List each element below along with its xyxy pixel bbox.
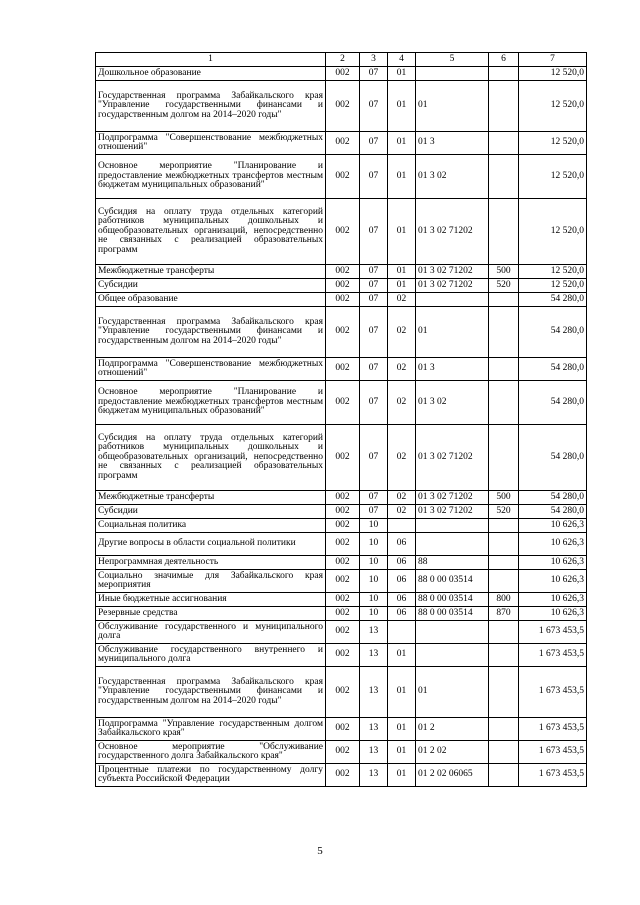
row-value-cell: 88 0 00 03514 [416,570,489,593]
row-value-cell: 002 [326,570,360,593]
row-value-cell: 01 [388,764,416,787]
row-value-cell: 10 626,3 [519,519,587,533]
row-value-cell: 002 [326,533,360,556]
table-row [96,67,587,81]
row-name-cell: Другие вопросы в области социальной политики [96,533,326,556]
row-value-cell: 07 [360,293,388,307]
row-value-cell: 12 520,0 [519,199,587,265]
row-value-cell: 01 [388,81,416,132]
row-value-cell: 10 [360,570,388,593]
row-value-cell: 002 [326,265,360,279]
row-name-cell: Основное мероприятие "Планирование и предоставление межбюджетных трансфертов местным бюджетам муниципальных образований" [96,155,326,199]
row-value-cell: 07 [360,381,388,425]
row-value-cell: 13 [360,718,388,741]
row-name-cell: Межбюджетные трансферты [96,265,326,279]
row-value-cell: 10 [360,556,388,570]
row-value-cell [489,621,519,644]
table-row [96,155,587,199]
row-value-cell: 01 3 02 71202 [416,425,489,491]
row-name-cell: Дошкольное образование [96,67,326,81]
row-value-cell: 870 [489,607,519,621]
row-value-cell: 54 280,0 [519,425,587,491]
row-value-cell: 10 [360,593,388,607]
row-value-cell [489,533,519,556]
row-value-cell: 07 [360,425,388,491]
row-value-cell: 01 [388,67,416,81]
row-value-cell: 002 [326,293,360,307]
row-value-cell: 800 [489,593,519,607]
row-value-cell [489,570,519,593]
row-value-cell: 01 3 02 [416,381,489,425]
row-value-cell: 12 520,0 [519,155,587,199]
row-value-cell: 500 [489,265,519,279]
header-row [96,53,587,67]
row-value-cell: 002 [326,764,360,787]
row-name-cell: Подпрограмма "Совершенствование межбюджетных отношений" [96,132,326,155]
header-cell: 6 [489,53,519,67]
row-value-cell: 01 [388,199,416,265]
table-row [96,307,587,358]
row-value-cell [489,293,519,307]
table-row [96,667,587,718]
row-value-cell: 01 3 02 71202 [416,279,489,293]
row-name-cell: Резервные средства [96,607,326,621]
row-value-cell [489,132,519,155]
row-value-cell: 02 [388,425,416,491]
row-value-cell: 1 673 453,5 [519,764,587,787]
row-value-cell [489,718,519,741]
row-value-cell: 54 280,0 [519,358,587,381]
row-value-cell: 02 [388,505,416,519]
table-row [96,132,587,155]
row-value-cell [489,425,519,491]
row-value-cell: 01 3 [416,358,489,381]
row-value-cell: 002 [326,593,360,607]
row-value-cell: 01 [416,81,489,132]
row-value-cell: 002 [326,505,360,519]
row-name-cell: Непрограммная деятельность [96,556,326,570]
row-value-cell [489,358,519,381]
row-value-cell: 54 280,0 [519,505,587,519]
row-name-cell: Процентные платежи по государственному долгу субъекта Российской Федерации [96,764,326,787]
row-value-cell [416,519,489,533]
row-value-cell: 002 [326,381,360,425]
row-value-cell: 07 [360,358,388,381]
row-value-cell: 88 0 00 03514 [416,607,489,621]
row-value-cell: 002 [326,644,360,667]
row-name-cell: Подпрограмма "Управление государственным долгом Забайкальского края" [96,718,326,741]
row-name-cell: Субсидия на оплату труда отдельных категорий работников муниципальных дошкольных и общеобразовательных организаций, непосредственно не связанных с реализацией образовательных программ [96,425,326,491]
row-value-cell: 002 [326,307,360,358]
row-name-cell: Обслуживание государственного внутреннего и муниципального долга [96,644,326,667]
row-value-cell [416,621,489,644]
row-name-cell: Межбюджетные трансферты [96,491,326,505]
row-value-cell: 02 [388,293,416,307]
row-value-cell: 02 [388,381,416,425]
row-value-cell: 54 280,0 [519,491,587,505]
row-value-cell: 10 626,3 [519,533,587,556]
row-value-cell: 06 [388,533,416,556]
row-value-cell: 10 [360,519,388,533]
row-value-cell: 13 [360,667,388,718]
row-value-cell: 002 [326,491,360,505]
row-value-cell: 12 520,0 [519,279,587,293]
row-value-cell: 002 [326,155,360,199]
row-value-cell: 500 [489,491,519,505]
row-value-cell: 1 673 453,5 [519,741,587,764]
row-value-cell: 520 [489,505,519,519]
table-row [96,718,587,741]
row-name-cell: Субсидии [96,279,326,293]
table-row [96,381,587,425]
row-value-cell: 01 [388,279,416,293]
row-value-cell: 01 [388,718,416,741]
table-row [96,644,587,667]
row-value-cell: 07 [360,199,388,265]
header-cell: 4 [388,53,416,67]
row-value-cell: 12 520,0 [519,81,587,132]
header-cell: 2 [326,53,360,67]
table-row [96,741,587,764]
row-name-cell: Социальная политика [96,519,326,533]
row-value-cell: 88 [416,556,489,570]
table-row [96,533,587,556]
row-value-cell [416,644,489,667]
row-name-cell: Субсидия на оплату труда отдельных категорий работников муниципальных дошкольных и общеобразовательных организаций, непосредственно не связанных с реализацией образовательных программ [96,199,326,265]
table-row [96,570,587,593]
row-value-cell: 1 673 453,5 [519,718,587,741]
row-name-cell: Иные бюджетные ассигнования [96,593,326,607]
row-value-cell [489,81,519,132]
row-value-cell: 01 3 02 [416,155,489,199]
row-value-cell: 07 [360,155,388,199]
row-value-cell: 12 520,0 [519,67,587,81]
budget-table [95,52,587,787]
table-row [96,607,587,621]
table-row [96,621,587,644]
row-value-cell: 07 [360,265,388,279]
table-row [96,764,587,787]
row-name-cell: Государственная программа Забайкальского края "Управление государственными финансами и государственным долгом на 2014–2020 годы" [96,307,326,358]
row-value-cell: 01 2 [416,718,489,741]
row-value-cell: 10 626,3 [519,570,587,593]
row-value-cell: 520 [489,279,519,293]
row-value-cell: 01 2 02 06065 [416,764,489,787]
row-value-cell [388,621,416,644]
row-value-cell: 06 [388,556,416,570]
row-name-cell: Государственная программа Забайкальского края "Управление государственными финансами и государственным долгом на 2014–2020 годы" [96,667,326,718]
row-value-cell: 002 [326,81,360,132]
row-value-cell [489,199,519,265]
row-value-cell: 002 [326,199,360,265]
row-value-cell: 88 0 00 03514 [416,593,489,607]
row-value-cell: 13 [360,764,388,787]
row-value-cell: 10 [360,607,388,621]
row-value-cell: 13 [360,644,388,667]
row-value-cell: 10 626,3 [519,556,587,570]
row-value-cell: 07 [360,307,388,358]
row-value-cell: 54 280,0 [519,293,587,307]
row-value-cell: 10 626,3 [519,593,587,607]
row-value-cell: 07 [360,132,388,155]
row-value-cell: 1 673 453,5 [519,644,587,667]
row-value-cell [416,533,489,556]
row-value-cell: 002 [326,667,360,718]
row-value-cell: 002 [326,607,360,621]
row-value-cell: 01 2 02 [416,741,489,764]
row-value-cell: 06 [388,570,416,593]
row-value-cell: 01 3 02 71202 [416,505,489,519]
row-value-cell: 02 [388,358,416,381]
row-value-cell: 13 [360,621,388,644]
row-value-cell [489,741,519,764]
row-value-cell: 06 [388,593,416,607]
row-value-cell [489,67,519,81]
row-value-cell: 02 [388,307,416,358]
row-name-cell: Общее образование [96,293,326,307]
header-cell: 1 [96,53,326,67]
row-value-cell: 54 280,0 [519,307,587,358]
row-name-cell: Социально значимые для Забайкальского края мероприятия [96,570,326,593]
row-value-cell: 01 3 02 71202 [416,265,489,279]
row-value-cell: 01 [388,667,416,718]
row-value-cell: 01 3 [416,132,489,155]
row-value-cell: 12 520,0 [519,132,587,155]
table-row [96,265,587,279]
table-row [96,491,587,505]
row-value-cell: 13 [360,741,388,764]
table-row [96,519,587,533]
row-value-cell: 002 [326,741,360,764]
table-row [96,293,587,307]
row-value-cell: 01 3 02 71202 [416,199,489,265]
row-value-cell [489,381,519,425]
row-value-cell: 01 [388,132,416,155]
row-value-cell: 002 [326,279,360,293]
row-value-cell: 01 [388,644,416,667]
row-name-cell: Государственная программа Забайкальского края "Управление государственными финансами и государственным долгом на 2014–2020 годы" [96,81,326,132]
row-value-cell: 002 [326,67,360,81]
row-value-cell: 002 [326,358,360,381]
row-value-cell [489,307,519,358]
table-row [96,505,587,519]
row-name-cell: Обслуживание государственного и муниципального долга [96,621,326,644]
table-row [96,81,587,132]
row-value-cell: 002 [326,519,360,533]
row-value-cell: 12 520,0 [519,265,587,279]
row-value-cell [489,667,519,718]
row-value-cell: 07 [360,279,388,293]
table-row [96,593,587,607]
row-value-cell: 07 [360,505,388,519]
row-value-cell [489,519,519,533]
row-value-cell: 01 [416,307,489,358]
table-row [96,199,587,265]
row-value-cell: 01 [388,155,416,199]
header-cell: 3 [360,53,388,67]
row-value-cell [416,293,489,307]
row-value-cell: 01 [416,667,489,718]
header-cell: 5 [416,53,489,67]
row-value-cell: 1 673 453,5 [519,667,587,718]
row-value-cell: 002 [326,425,360,491]
row-value-cell [489,556,519,570]
row-value-cell: 1 673 453,5 [519,621,587,644]
row-name-cell: Основное мероприятие "Планирование и предоставление межбюджетных трансфертов местным бюджетам муниципальных образований" [96,381,326,425]
row-value-cell: 06 [388,607,416,621]
row-value-cell: 07 [360,491,388,505]
row-name-cell: Основное мероприятие "Обслуживание государственного долга Забайкальского края" [96,741,326,764]
row-value-cell: 01 [388,741,416,764]
row-value-cell: 54 280,0 [519,381,587,425]
row-value-cell: 10 626,3 [519,607,587,621]
row-value-cell: 02 [388,491,416,505]
row-value-cell [489,644,519,667]
row-value-cell: 002 [326,132,360,155]
row-value-cell [416,67,489,81]
table-row [96,556,587,570]
row-value-cell [489,764,519,787]
row-name-cell: Субсидии [96,505,326,519]
table-row [96,358,587,381]
row-value-cell: 01 3 02 71202 [416,491,489,505]
row-value-cell: 07 [360,81,388,132]
row-value-cell: 002 [326,621,360,644]
row-value-cell: 002 [326,556,360,570]
table-row [96,425,587,491]
row-value-cell: 01 [388,265,416,279]
row-value-cell [388,519,416,533]
table-row [96,279,587,293]
row-value-cell: 002 [326,718,360,741]
row-name-cell: Подпрограмма "Совершенствование межбюджетных отношений" [96,358,326,381]
row-value-cell [489,155,519,199]
header-cell: 7 [519,53,587,67]
row-value-cell: 10 [360,533,388,556]
page-number: 5 [317,845,323,857]
row-value-cell: 07 [360,67,388,81]
